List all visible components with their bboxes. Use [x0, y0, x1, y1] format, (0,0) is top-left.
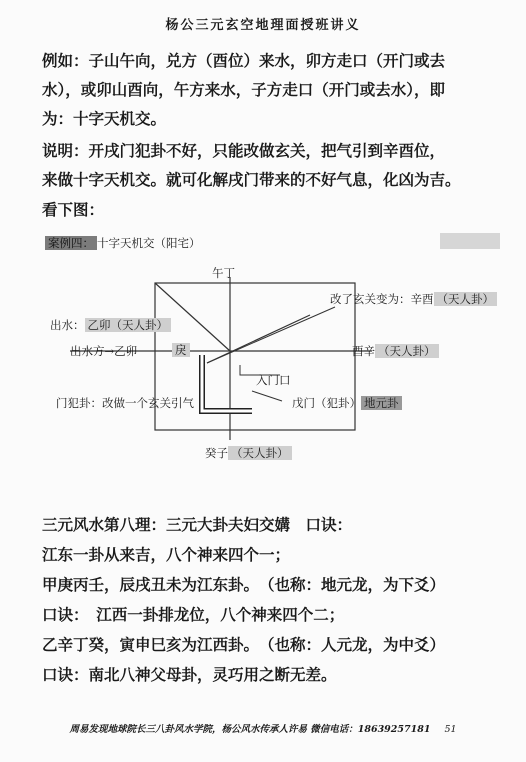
chushui-text: 出水：	[50, 318, 85, 332]
example-line-2: 水），或卯山酉向，午方来水，子方走口（开门或去水），即	[42, 81, 446, 99]
case-title	[45, 235, 201, 251]
bottom-label-text: 癸子	[205, 446, 228, 460]
wumen-text: 戊门（犯卦）	[292, 396, 361, 410]
example-paragraph	[42, 47, 502, 134]
xixin-text: 酉辛	[352, 344, 375, 358]
change-label-gua: （天人卦）	[434, 292, 498, 306]
xu-mark	[172, 342, 190, 358]
xu-mark-text: 戾	[172, 343, 190, 357]
section-eight-principle	[42, 510, 512, 690]
entrance-label: 入门口	[256, 373, 291, 387]
explanation-line-1: 说明：开戌门犯卦不好，只能改做玄关，把气引到辛酉位，	[42, 142, 446, 160]
section-line-3: 甲庚丙壬，辰戌丑未为江东卦。 （也称：地元龙，为下爻）	[42, 576, 446, 594]
diyuan-gua: 地元卦	[361, 396, 402, 410]
page-header: 杨公三元玄空地理面授班讲义	[165, 18, 361, 33]
page-footer	[0, 721, 526, 735]
section-line-5: 乙辛丁癸，寅申巳亥为江西卦。 （也称：人元龙，为中爻）	[42, 636, 446, 654]
case-title-tag: 案例四：	[45, 236, 97, 250]
explanation-paragraph	[42, 137, 502, 195]
chushui-direction-value: →乙卯	[104, 344, 138, 358]
section-line-1: 三元风水第八理：三元大卦夫妇交媾 口诀：	[42, 516, 353, 534]
menguagua-label: 门犯卦：改做一个玄关引气	[56, 396, 194, 410]
case-title-rest: 十字天机交（阳宅）	[97, 236, 201, 250]
change-label-text: 改了玄关变为：辛酉	[330, 292, 434, 306]
case-diagram	[42, 225, 512, 485]
example-line-3: 为：十字天机交。	[42, 110, 167, 128]
section-line-6: 口诀：南北八神父母卦，灵巧用之断无差。	[42, 666, 337, 684]
bottom-label	[205, 445, 292, 461]
bottom-label-gua: （天人卦）	[228, 446, 292, 460]
xixin-gua: （天人卦）	[375, 344, 439, 358]
xixin-label	[352, 343, 439, 359]
see-below-label: 看下图：	[42, 201, 105, 219]
top-label: 午丁	[212, 266, 235, 280]
explanation-line-2: 来做十字天机交。就可化解戌门带来的不好气息，化凶为吉。	[42, 171, 461, 189]
footer-text: 周易发现地球院长三八卦风水学院，杨公风水传承人许易 微信电话：18639257181	[69, 724, 431, 735]
chushui-label	[50, 317, 171, 333]
gray-bar	[440, 233, 500, 249]
section-line-4: 口诀： 江西一卦排龙位，八个神来四个二；	[42, 606, 345, 624]
section-line-2: 江东一卦从来吉，八个神来四个一；	[42, 546, 291, 564]
page-number: 51	[444, 724, 457, 735]
wumen-label	[292, 395, 402, 411]
chushui-value: 乙卯（天人卦）	[85, 318, 172, 332]
change-label	[330, 291, 497, 307]
chushui-direction-text: 出水方	[70, 344, 105, 358]
example-line-1: 例如：子山午向，兑方（酉位）来水，卯方走口（开门或去	[42, 52, 446, 70]
chushui-direction	[70, 343, 137, 359]
